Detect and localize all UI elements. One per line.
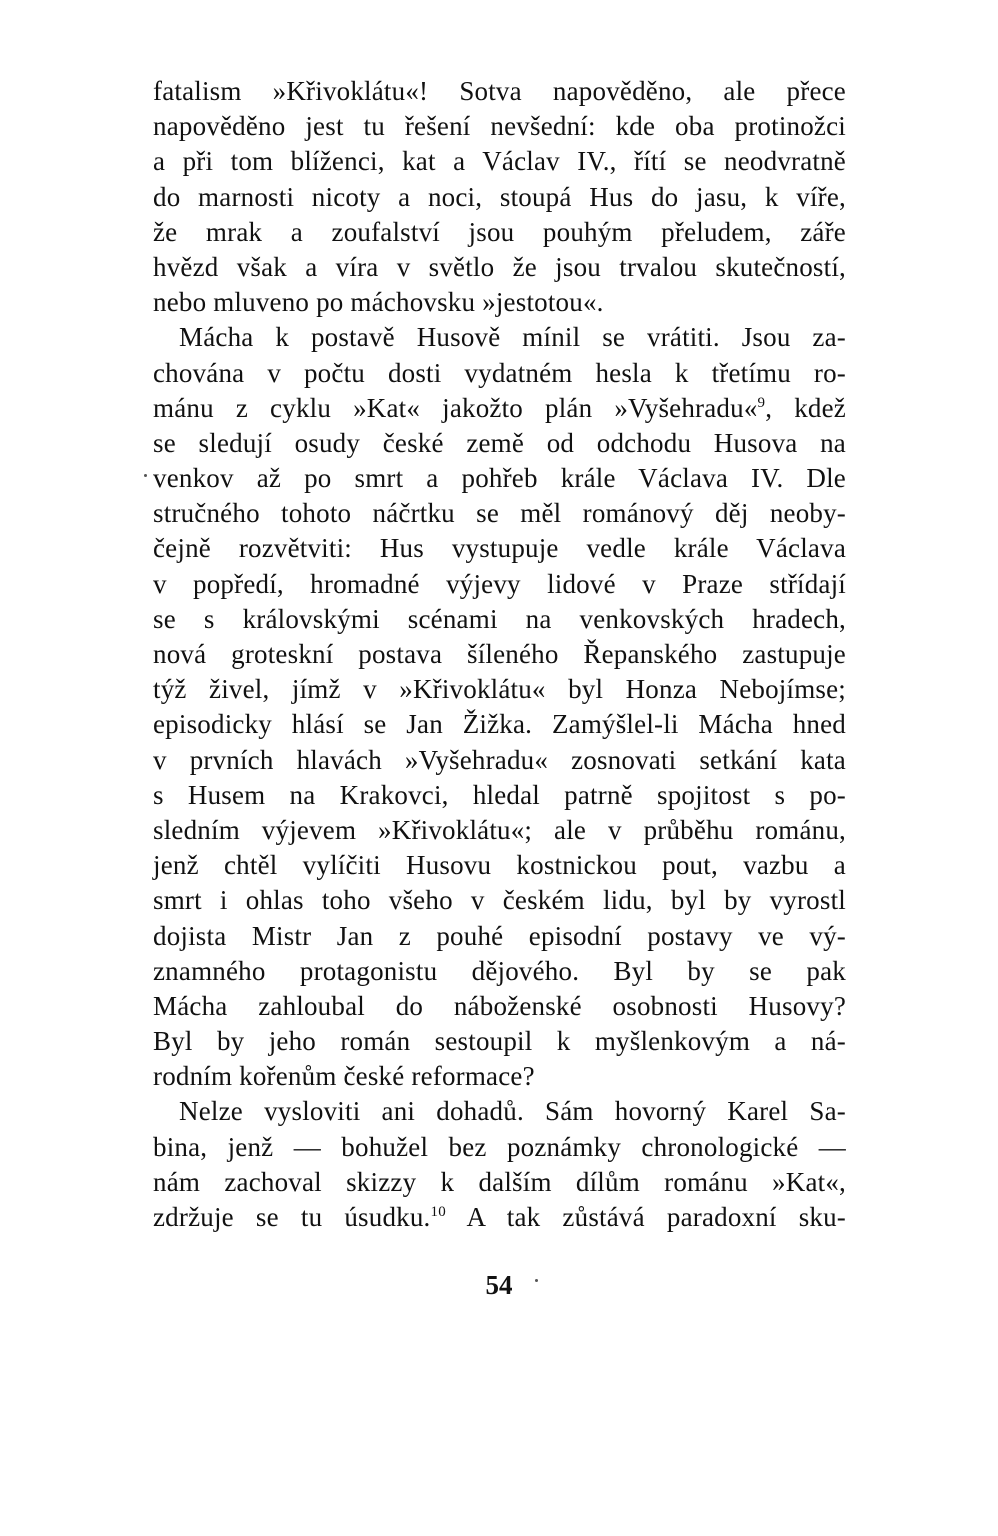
text-line: stručného tohoto náčrtku se měl románový děj neoby- (153, 498, 846, 529)
text-line: znamného protagonistu dějového. Byl by se pak (153, 955, 846, 986)
text-line: venkov až po smrt a pohřeb krále Václava IV. Dle (153, 463, 846, 494)
paragraph-start-line: Mácha k postavě Husově mínil se vrátiti. Jsou za- (179, 322, 846, 353)
text-line: že mrak a zoufalství jsou pouhým přeludem, záře (153, 216, 846, 247)
text-line: sledním výjevem »Křivoklátu«; ale v průběhu románu, (153, 814, 846, 845)
text-line: nám zachoval skizzy k dalším dílům románu »Kat«, (153, 1166, 846, 1197)
text-line: rodním kořenům české reformace? (153, 1061, 535, 1092)
text-line: v popředí, hromadné výjevy lidové v Praze střídají (153, 568, 846, 599)
text-line-with-footnote (153, 391, 846, 426)
text-line: čejně rozvětviti: Hus vystupuje vedle krále Václava (153, 533, 846, 564)
page-number: 54 (485, 1270, 513, 1300)
text-line: se sledují osudy české země od odchodu Husova na (153, 427, 846, 458)
text-line-with-footnote (153, 1200, 846, 1235)
text-line: episodicky hlásí se Jan Žižka. Zamýšlel-li Mácha hned (153, 709, 846, 740)
text-line: napověděno jest tu řešení nevšední: kde oba protinožci (153, 111, 846, 142)
text-line: se s královskými scénami na venkovských hradech, (153, 603, 846, 634)
text-line: Byl by jeho román sestoupil k myšlenkovým a ná- (153, 1026, 846, 1057)
text-line: bina, jenž — bohužel bez poznámky chronologické — (153, 1131, 846, 1162)
line-text-tail: A tak zůstává paradoxní sku- (445, 1202, 846, 1232)
text-line: hvězd však a víra v světlo že jsou trvalou skutečností, (153, 251, 846, 282)
text-line: smrt i ohlas toho všeho v českém lidu, byl by vyrostl (153, 885, 846, 916)
footnote-reference: 9 (757, 394, 766, 411)
text-line: v prvních hlavách »Vyšehradu« zosnovati setkání kata (153, 744, 846, 775)
text-line: do marnosti nicoty a noci, stoupá Hus do jasu, k víře, (153, 181, 846, 212)
text-line: dojista Mistr Jan z pouhé episodní postavy ve vý- (153, 920, 846, 951)
line-text-tail: , kdež (765, 392, 846, 423)
line-text: mánu z cyklu »Kat« jakožto plán »Vyšehradu« (153, 392, 758, 423)
text-line: jenž chtěl vylíčiti Husovu kostnickou pout, vazbu a (153, 850, 846, 881)
text-line: chována v počtu dosti vydatném hesla k třetímu ro- (153, 357, 846, 388)
paragraph-start-line: Nelze vysloviti ani dohadů. Sám hovorný Karel Sa- (179, 1096, 846, 1127)
text-line: s Husem na Krakovci, hledal patrně spojitost s po- (153, 779, 846, 810)
print-speck (535, 1279, 538, 1282)
line-text: zdržuje se tu úsudku. (153, 1202, 431, 1232)
print-speck (144, 474, 147, 477)
body-text (153, 74, 846, 1235)
text-line: týž živel, jímž v »Křivoklátu« byl Honza Nebojímse; (153, 674, 846, 705)
text-line: nová groteskní postava šíleného Řepanského zastupuje (153, 639, 846, 669)
text-line: a při tom blíženci, kat a Václav IV., řítí se neodvratně (153, 146, 846, 177)
text-line: nebo mluveno po máchovsku »jestotou«. (153, 287, 604, 318)
text-line: fatalism »Křivoklátu«! Sotva napověděno, ale přece (153, 76, 846, 106)
footnote-reference: 10 (430, 1204, 446, 1220)
text-line: Mácha zahloubal do náboženské osobnosti Husovy? (153, 990, 846, 1021)
